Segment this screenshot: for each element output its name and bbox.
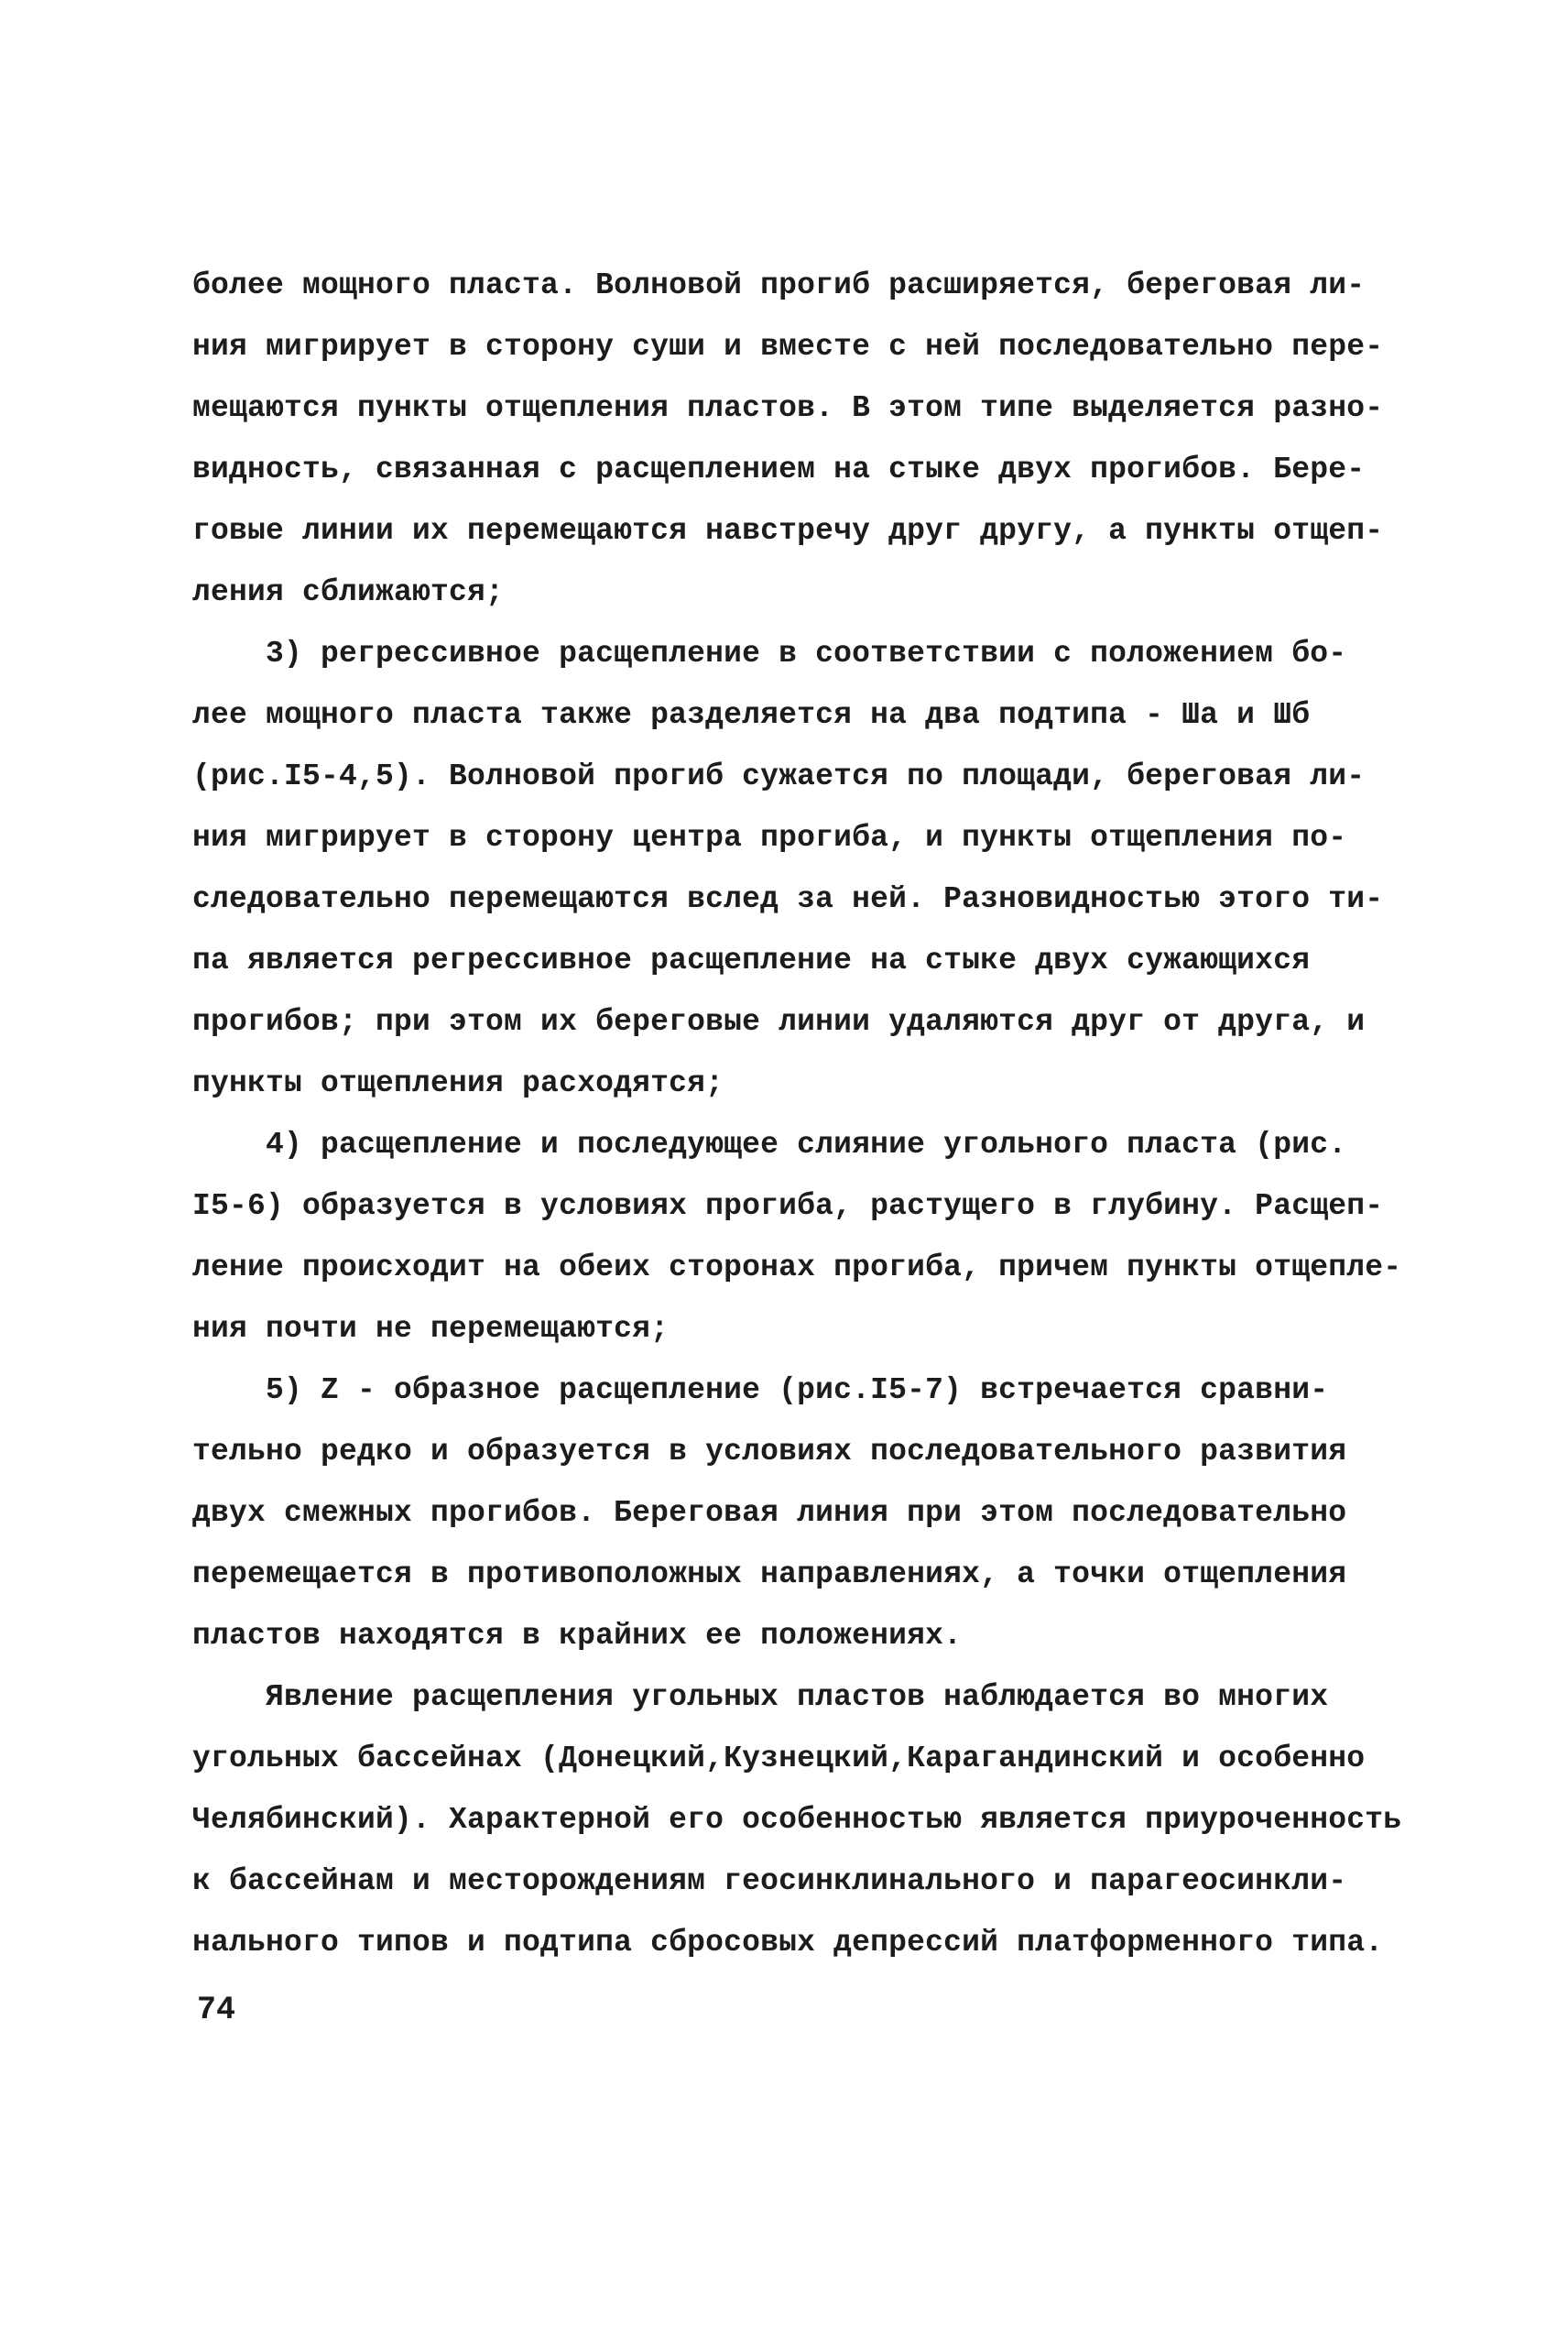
text-line: пластов находятся в крайних ее положениях. [192, 1619, 963, 1653]
text-line: па является регрессивное расщепление на стыке двух сужающихся [192, 944, 1311, 977]
text-line: следовательно перемещаются вслед за ней. Разновидностью этого ти- [192, 882, 1384, 916]
text-line: (рис.I5-4,5). Волновой прогиб сужается по площади, береговая ли- [192, 759, 1366, 793]
text-line: прогибов; при этом их береговые линии удаляются друг от друга, и [192, 1005, 1366, 1039]
text-line: ния мигрирует в сторону центра прогиба, и пункты отщепления по- [192, 821, 1347, 855]
body-text [192, 255, 1429, 1973]
text-line: видность, связанная с расщеплением на стыке двух прогибов. Бере- [192, 453, 1366, 486]
text-line: угольных бассейнах (Донецкий,Кузнецкий,Карагандинский и особенно [192, 1742, 1366, 1775]
text-line: говые линии их перемещаются навстречу друг другу, а пункты отщеп- [192, 514, 1384, 548]
text-line: 5) Z - образное расщепление (рис.I5-7) встречается сравни- [192, 1373, 1329, 1407]
text-line: ния мигрирует в сторону суши и вместе с ней последовательно пере- [192, 330, 1384, 364]
text-line: перемещается в противоположных направлениях, а точки отщепления [192, 1557, 1347, 1591]
text-line: ление происходит на обеих сторонах прогиба, причем пункты отщепле- [192, 1250, 1402, 1284]
text-line: лее мощного пласта также разделяется на два подтипа - Ша и Шб [192, 698, 1311, 732]
text-line: 4) расщепление и последующее слияние угольного пласта (рис. [192, 1128, 1347, 1162]
text-line: тельно редко и образуется в условиях последовательного развития [192, 1435, 1347, 1469]
text-line: Явление расщепления угольных пластов наблюдается во многих [192, 1680, 1329, 1714]
text-line: пункты отщепления расходятся; [192, 1066, 724, 1100]
page-number: 74 [197, 1992, 236, 2028]
text-line: к бассейнам и месторождениям геосинклинального и парагеосинкли- [192, 1864, 1347, 1898]
text-line: Челябинский). Характерной его особенностью является приуроченность [192, 1803, 1402, 1837]
text-line: I5-6) образуется в условиях прогиба, растущего в глубину. Расщеп- [192, 1189, 1384, 1223]
text-line: более мощного пласта. Волновой прогиб расширяется, береговая ли- [192, 268, 1366, 302]
text-line: двух смежных прогибов. Береговая линия при этом последовательно [192, 1496, 1347, 1530]
text-line: ления сближаются; [192, 575, 505, 609]
text-line: нального типов и подтипа сбросовых депрессий платформенного типа. [192, 1926, 1384, 1960]
text-line: мещаются пункты отщепления пластов. В этом типе выделяется разно- [192, 391, 1384, 425]
text-line: ния почти не перемещаются; [192, 1312, 670, 1346]
text-line: 3) регрессивное расщепление в соответствии с положением бо- [192, 637, 1347, 671]
